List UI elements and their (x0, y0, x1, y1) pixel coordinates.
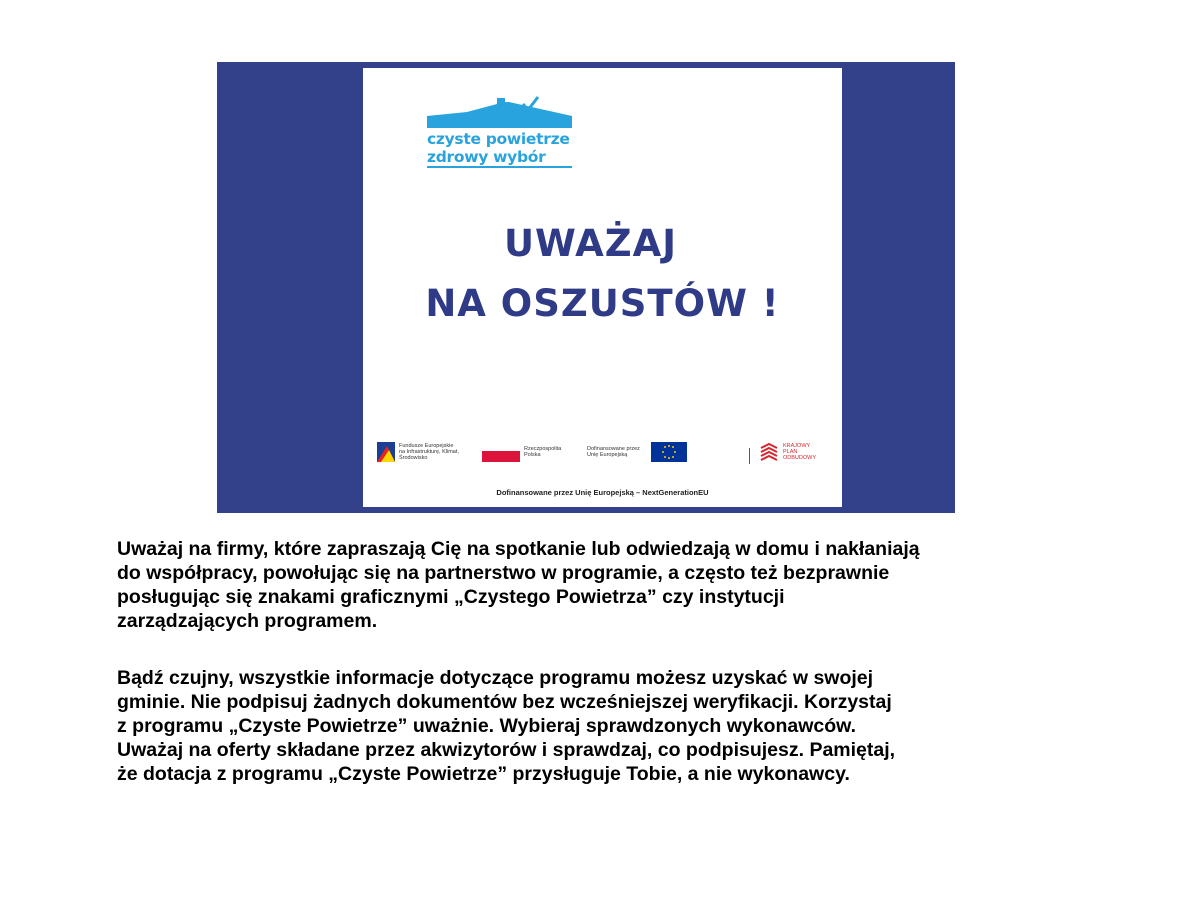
logo-divider (749, 448, 750, 464)
logo-underline (427, 166, 577, 169)
headline-line-1: UWAŻAJ (503, 222, 678, 265)
logo-line-1: czyste powietrze (427, 130, 570, 148)
fe-flag-icon (377, 442, 395, 462)
warning-paragraph-2 (117, 666, 1077, 786)
rp-logo (482, 442, 564, 462)
kpo-logo (759, 442, 815, 462)
czyste-powietrze-logo (427, 94, 577, 169)
paragraph-line: z programu „Czyste Powietrze” uważnie. Wybieraj sprawdzonych wykonawców. (117, 715, 857, 737)
rp-logo-text: Rzeczpospolita Polska (524, 446, 562, 458)
poster-footer: Dofinansowane przez Unię Europejską – NextGenerationEU (496, 488, 709, 497)
paragraph-line: że dotacja z programu „Czyste Powietrze” przysługuje Tobie, a nie wykonawcy. (117, 763, 850, 785)
paragraph-line: zarządzających programem. (117, 610, 378, 632)
paragraph-line: Uważaj na oferty składane przez akwizytorów i sprawdzaj, co podpisujesz. Pamiętaj, (117, 739, 896, 761)
eu-flag-icon (651, 442, 687, 462)
paragraph-line: Bądź czujny, wszystkie informacje dotyczące programu możesz uzyskać w swojej (117, 667, 874, 689)
paragraph-line: posługując się znakami graficznymi „Czystego Powietrza” czy instytucji (117, 586, 785, 608)
warning-paragraph-1 (117, 537, 1077, 633)
ue-logo (587, 442, 687, 462)
house-roof-icon (427, 94, 577, 134)
logo-line-2: zdrowy wybór (427, 148, 546, 166)
paragraph-line: gminie. Nie podpisuj żadnych dokumentów bez wcześniejszej weryfikacji. Korzystaj (117, 691, 892, 713)
ue-logo-text: Dofinansowane przez Unię Europejską (587, 446, 640, 458)
kpo-logo-text: KRAJOWY PLAN ODBUDOWY (783, 443, 816, 461)
fe-logo-text: Fundusze Europejskie na Infrastrukturę, Klimat, Środowisko (399, 443, 459, 461)
funding-logos-row (377, 442, 837, 472)
polish-flag-icon (482, 442, 520, 462)
headline-line-2: NA OSZUSTÓW ! (425, 282, 780, 325)
poster-image (217, 62, 955, 513)
kpo-icon (759, 442, 779, 462)
poster-card (363, 68, 842, 507)
paragraph-line: Uważaj na firmy, które zapraszają Cię na spotkanie lub odwiedzają w domu i nakłaniają (117, 538, 920, 560)
fe-logo (377, 442, 459, 462)
paragraph-line: do współpracy, powołując się na partnerstwo w programie, a często też bezprawnie (117, 562, 890, 584)
